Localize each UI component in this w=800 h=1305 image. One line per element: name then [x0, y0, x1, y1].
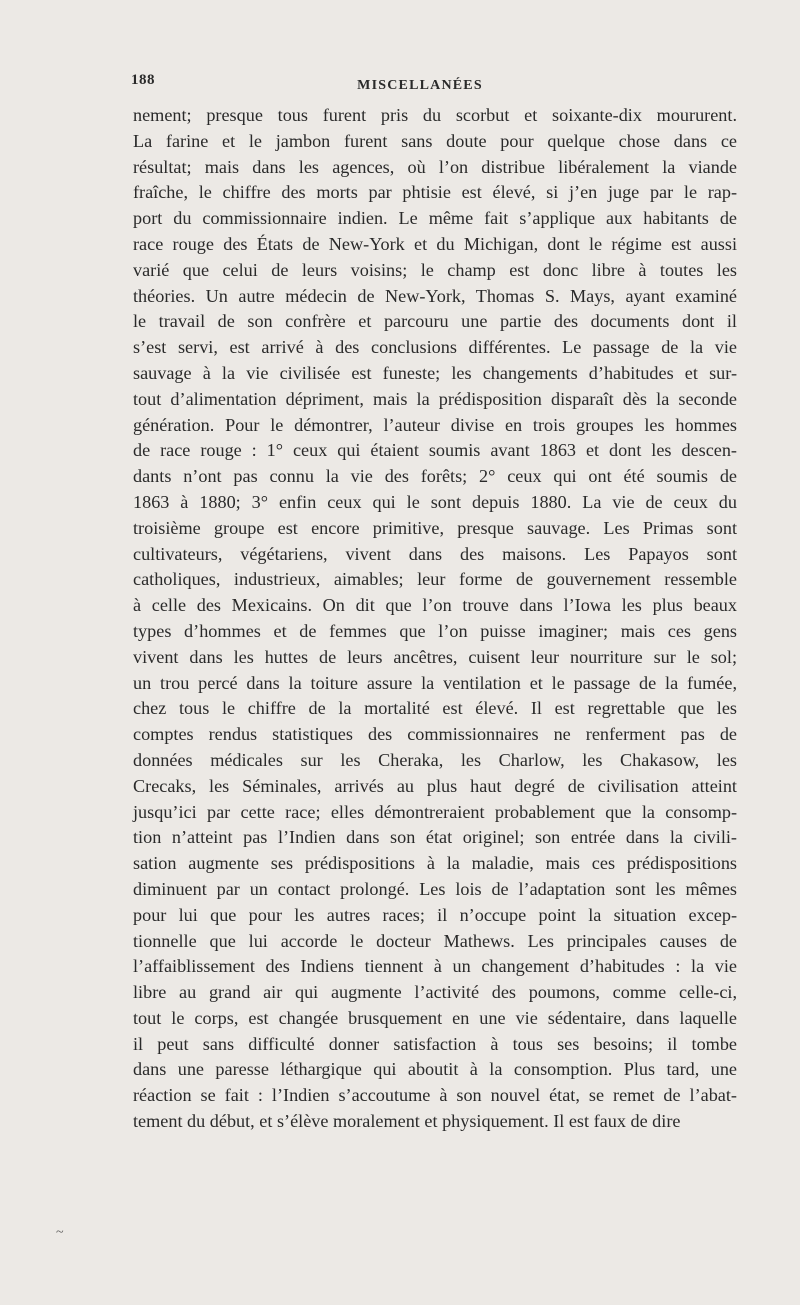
text-line: dants n’ont pas connu la vie des forêts; 2° ceux qui ont été soumis de: [133, 466, 737, 487]
text-line: pour lui que pour les autres races; il n’occupe point la situation excep-: [133, 904, 737, 925]
text-line: libre au grand air qui augmente l’activité des poumons, comme celle-ci,: [133, 982, 737, 1003]
text-line: types d’hommes et de femmes que l’on puisse imaginer; mais ces gens: [133, 620, 737, 641]
text-line: race rouge des États de New-York et du Michigan, dont le régime est aussi: [133, 233, 737, 254]
text-line: tement du début, et s’élève moralement et physiquement. Il est faux de dire: [133, 1111, 681, 1132]
page-number: 188: [131, 72, 155, 88]
text-line: jusqu’ici par cette race; elles démontreraient probablement que la consomp-: [133, 801, 737, 822]
text-line: 1863 à 1880; 3° enfin ceux qui le sont depuis 1880. La vie de ceux du: [133, 491, 737, 512]
text-line: La farine et le jambon furent sans doute pour quelque chose dans ce: [133, 130, 737, 151]
text-line: de race rouge : 1° ceux qui étaient soumis avant 1863 et dont les descen-: [133, 440, 737, 461]
text-line: nement; presque tous furent pris du scorbut et soixante-dix moururent.: [133, 105, 737, 125]
text-line: s’est servi, est arrivé à des conclusions différentes. Le passage de la vie: [133, 337, 737, 358]
text-line: comptes rendus statistiques des commissionnaires ne renferment pas de: [133, 724, 737, 745]
text-line: dans une paresse léthargique qui aboutit à la consomption. Plus tard, une: [133, 1059, 737, 1080]
text-line: tout le corps, est changée brusquement en une vie sédentaire, dans laquelle: [133, 1007, 737, 1028]
text-line: à celle des Mexicains. On dit que l’on trouve dans l’Iowa les plus beaux: [133, 595, 737, 616]
text-line: troisième groupe est encore primitive, presque sauvage. Les Primas sont: [133, 517, 737, 538]
text-line: le travail de son confrère et parcouru une partie des documents dont il: [133, 311, 737, 332]
text-line: théories. Un autre médecin de New-York, Thomas S. Mays, ayant examiné: [133, 285, 737, 306]
body-text: [133, 103, 737, 1135]
text-line: Crecaks, les Séminales, arrivés au plus haut degré de civilisation atteint: [133, 775, 737, 796]
text-line: varié que celui de leurs voisins; le champ est donc libre à toutes les: [133, 259, 737, 280]
text-line: catholiques, industrieux, aimables; leur forme de gouvernement ressemble: [133, 569, 737, 590]
running-title: MISCELLANÉES: [357, 78, 483, 93]
text-line: génération. Pour le démontrer, l’auteur divise en trois groupes les hommes: [133, 414, 737, 435]
margin-mark: ~: [56, 1225, 64, 1240]
text-line: résultat; mais dans les agences, où l’on distribue libéralement la viande: [133, 156, 737, 177]
text-line: port du commissionnaire indien. Le même fait s’applique aux habitants de: [133, 208, 737, 229]
text-line: tionnelle que lui accorde le docteur Mathews. Les principales causes de: [133, 930, 737, 951]
text-line: sation augmente ses prédispositions à la maladie, mais ces prédispositions: [133, 853, 737, 874]
text-line: données médicales sur les Cheraka, les Charlow, les Chakasow, les: [133, 749, 737, 770]
text-line: cultivateurs, végétariens, vivent dans des maisons. Les Papayos sont: [133, 543, 737, 564]
text-line: il peut sans difficulté donner satisfaction à tous ses besoins; il tombe: [133, 1033, 737, 1054]
text-line: vivent dans les huttes de leurs ancêtres, cuisent leur nourriture sur le sol;: [133, 646, 737, 667]
text-line: réaction se fait : l’Indien s’accoutume à son nouvel état, se remet de l’abat-: [133, 1085, 737, 1106]
text-line: chez tous le chiffre de la mortalité est élevé. Il est regrettable que les: [133, 698, 737, 719]
text-line: tion n’atteint pas l’Indien dans son état originel; son entrée dans la civili-: [133, 827, 737, 848]
text-line: tout d’alimentation dépriment, mais la prédisposition disparaît dès la seconde: [133, 388, 737, 409]
text-line: fraîche, le chiffre des morts par phtisie est élevé, si j’en juge par le rap-: [133, 182, 737, 203]
text-line: sauvage à la vie civilisée est funeste; les changements d’habitudes et sur-: [133, 362, 737, 383]
text-line: l’affaiblissement des Indiens tiennent à un changement d’habitudes : la vie: [133, 956, 737, 977]
text-line: diminuent par un contact prolongé. Les lois de l’adaptation sont les mêmes: [133, 878, 737, 899]
text-line: un trou percé dans la toiture assure la ventilation et le passage de la fumée,: [133, 672, 737, 693]
